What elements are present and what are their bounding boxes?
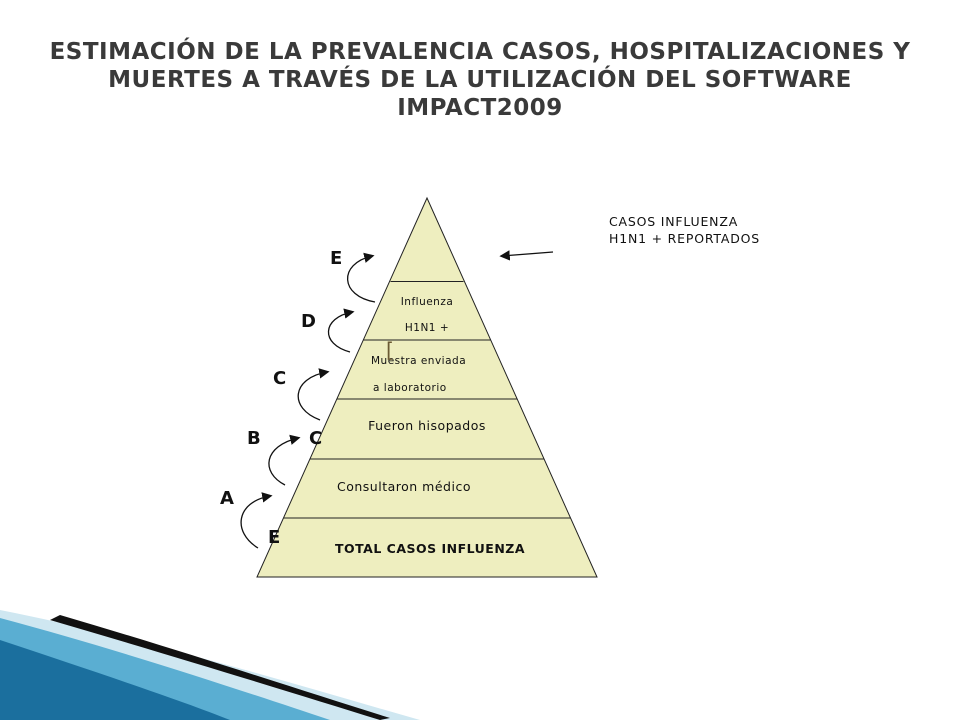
- callout-label-2: H1N1 + REPORTADOS: [609, 231, 761, 246]
- step-letter-e: E: [330, 248, 343, 269]
- bracket-glyph: [: [386, 338, 394, 362]
- step-letter-d: D: [301, 311, 316, 332]
- fragment-glyph-c: C: [309, 428, 323, 449]
- tier-consultaron-label: Consultaron médico: [337, 479, 471, 494]
- tier-hisopados-label: Fueron hisopados: [368, 418, 486, 433]
- tier-total-label: TOTAL CASOS INFLUENZA: [334, 541, 526, 556]
- curved-arrow-b: [269, 438, 298, 485]
- corner-decoration: [0, 610, 420, 720]
- fragment-glyph-e: E: [268, 527, 281, 548]
- step-letter-a: A: [220, 488, 234, 509]
- tier-muestra-label-1: Muestra enviada: [371, 355, 467, 367]
- curved-arrow-c: [298, 372, 327, 420]
- callout-label-1: CASOS INFLUENZA: [609, 214, 739, 229]
- slide-title: ESTIMACIÓN DE LA PREVALENCIA CASOS, HOSPITALIZACIONES Y MUERTES A TRAVÉS DE LA UTILIZACIÓN DEL SOFTWARE IMPACT2009: [49, 39, 911, 121]
- curved-arrow-a: [241, 496, 270, 548]
- tier-influenza-label-1: Influenza: [400, 296, 454, 308]
- tier-muestra-label-2: a laboratorio: [373, 382, 447, 394]
- curved-arrow-e: [348, 256, 375, 302]
- pyramid: [257, 198, 597, 577]
- tier-influenza-label-2: H1N1 +: [404, 322, 450, 334]
- callout-arrow: [502, 252, 553, 256]
- curved-arrow-d: [328, 312, 352, 352]
- step-letter-b: B: [247, 428, 261, 449]
- step-letter-c: C: [273, 368, 287, 389]
